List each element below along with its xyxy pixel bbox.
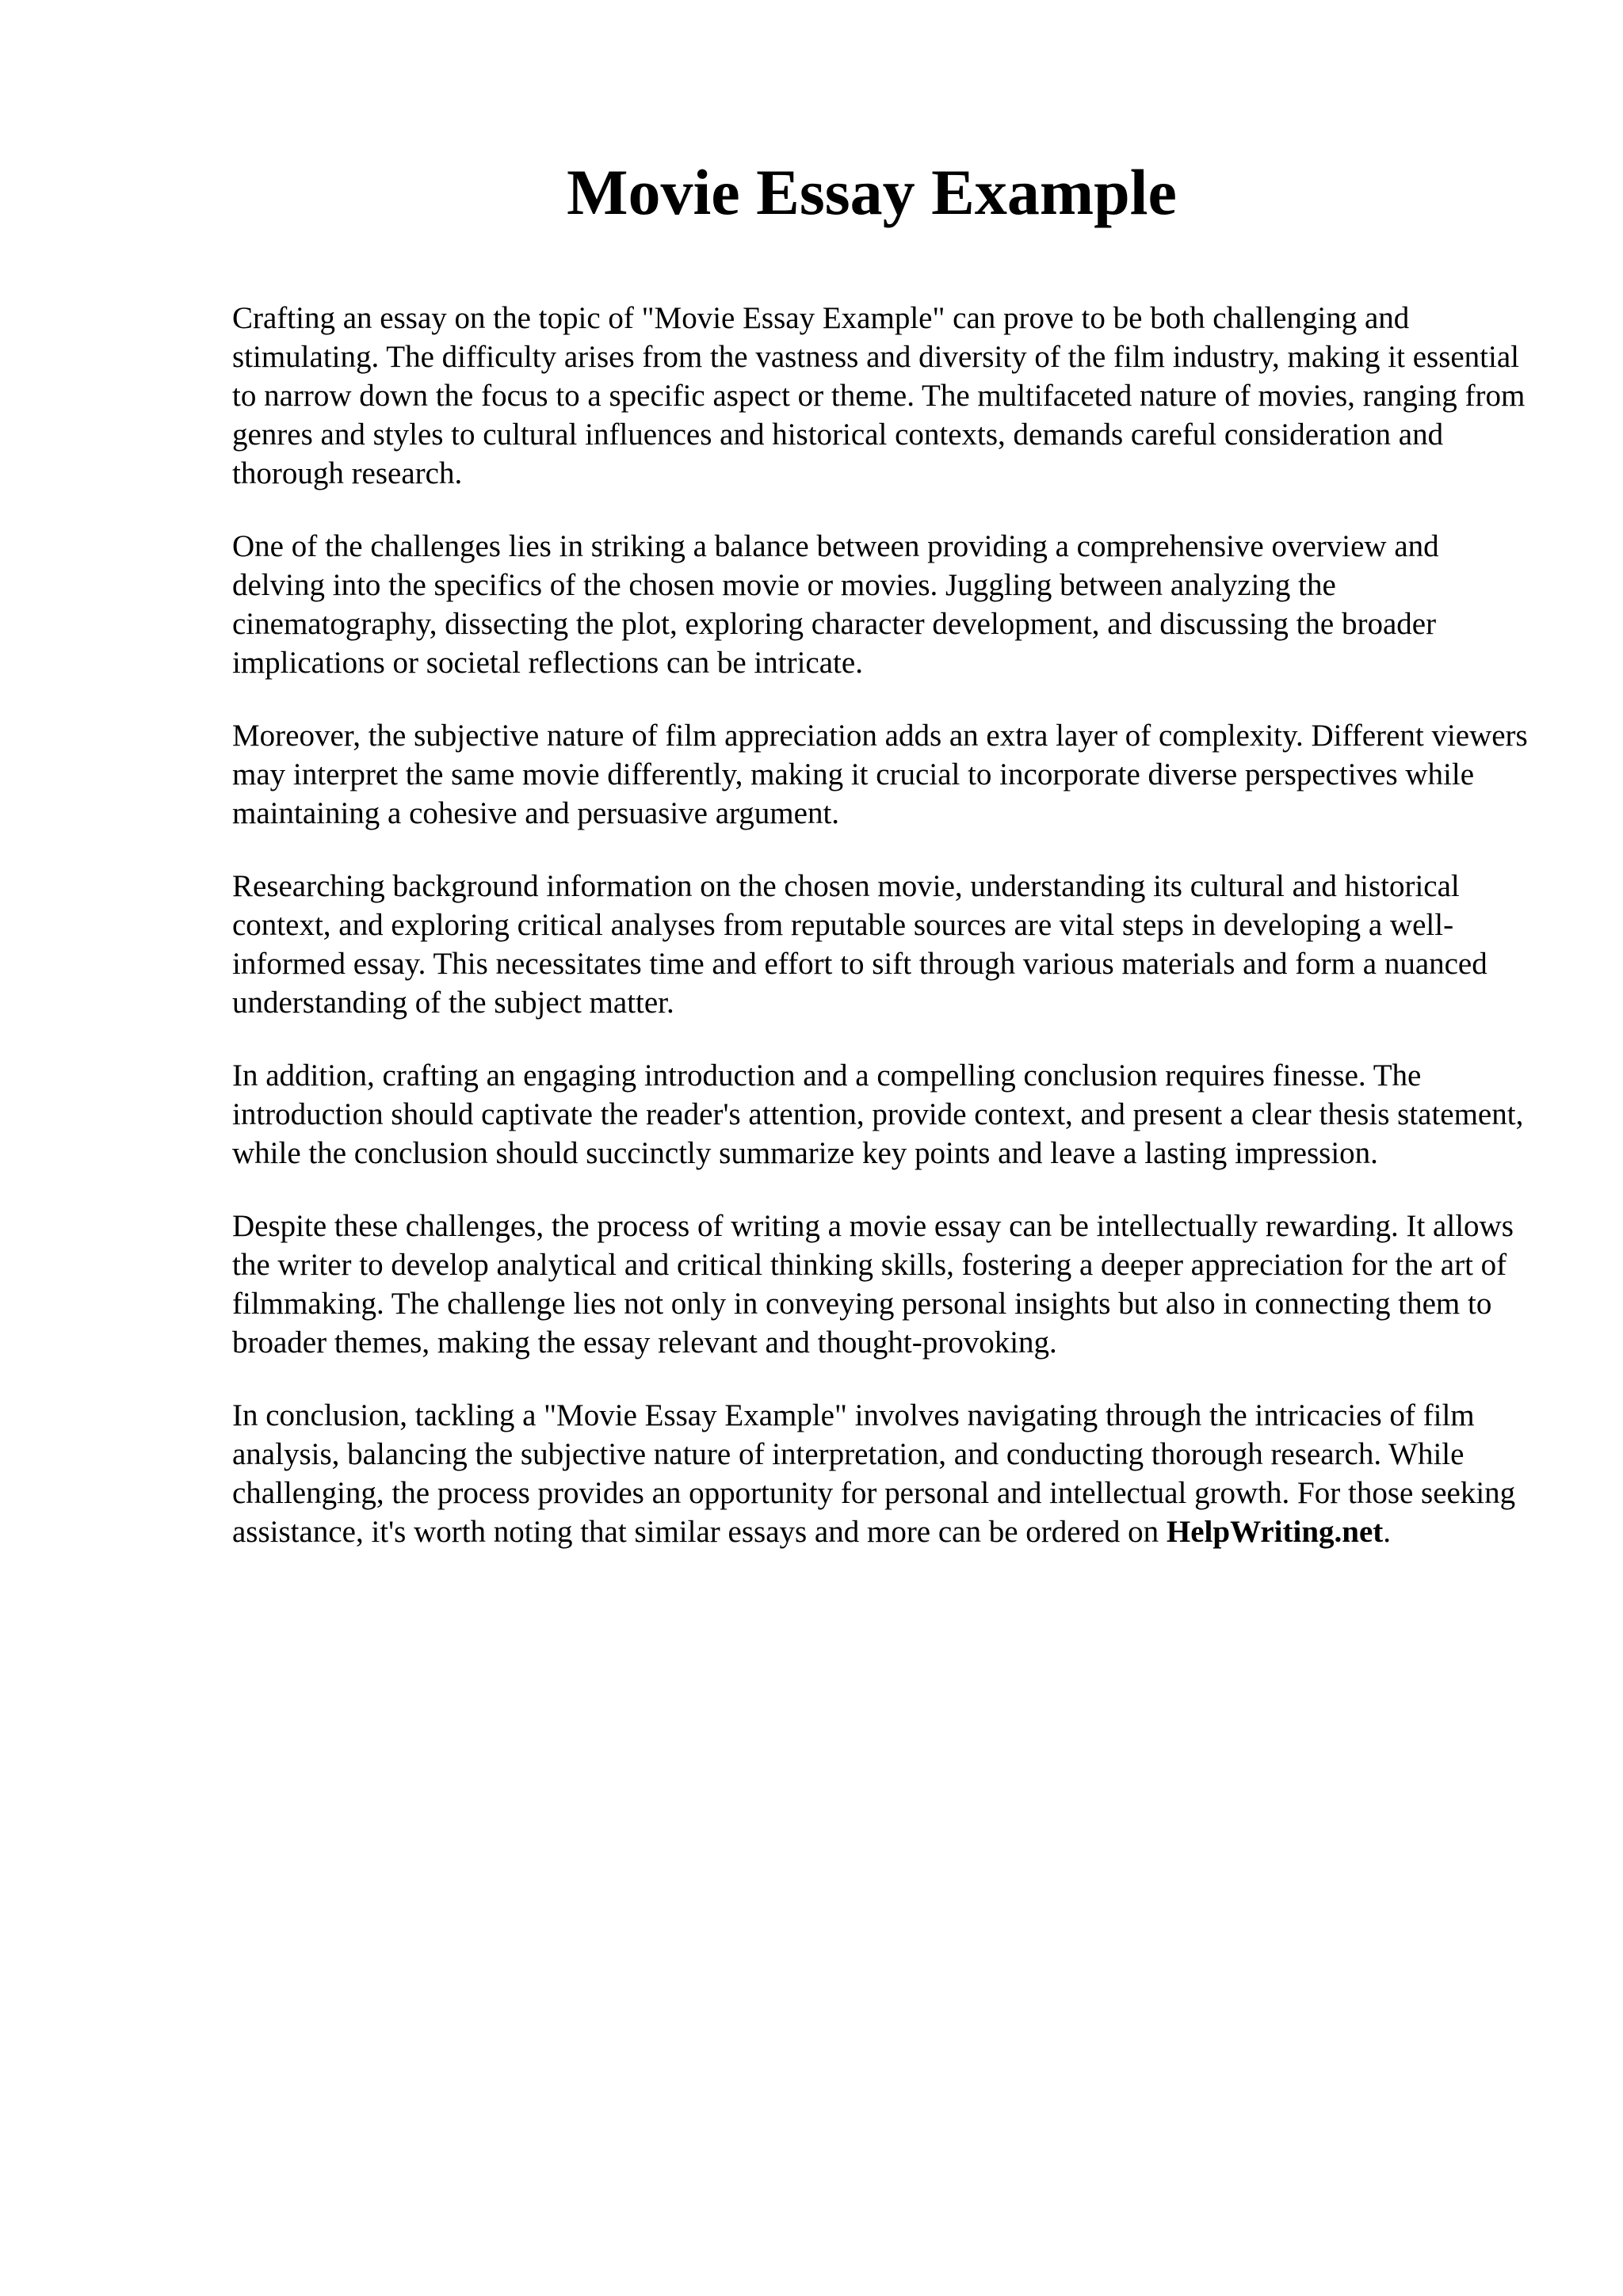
paragraph-2: One of the challenges lies in striking a balance between providing a comprehensive overview and delving into the specifics of the chosen movie or movies. Juggling between analyzing the cinematography, dissecting the plot, exploring character development, and discussing the broader implications or societal reflections can be intricate. bbox=[232, 529, 1439, 680]
paragraph-6: Despite these challenges, the process of writing a movie essay can be intellectually rewarding. It allows the writer to develop analytical and critical thinking skills, fostering a deeper appreciation for the art of filmmaking. The challenge lies not only in conveying personal insights but also in connecting them to broader themes, making the essay relevant and thought-provoking. bbox=[232, 1209, 1514, 1360]
paragraph-3: Moreover, the subjective nature of film appreciation adds an extra layer of complexity. Different viewers may interpret the same movie differently, making it crucial to incorporate diverse perspectives while maintaining a cohesive and persuasive argument. bbox=[232, 719, 1528, 830]
paragraph-5: In addition, crafting an engaging introduction and a compelling conclusion requires finesse. The introduction should captivate the reader's attention, provide context, and present a clear thesis statement, while the conclusion should succinctly summarize key points and leave a lasting impression. bbox=[232, 1058, 1524, 1170]
conclusion-text: In conclusion, tackling a "Movie Essay Example" involves navigating through the intricacies of film analysis, balancing the subjective nature of interpretation, and conducting thorough research. While challenging, the process provides an opportunity for personal and intellectual growth. For those seeking assistance, it's worth noting that similar essays and more can be ordered on bbox=[232, 1398, 1516, 1549]
helpwriting-link[interactable]: HelpWriting.net bbox=[1166, 1515, 1384, 1549]
essay-body bbox=[232, 299, 1532, 1585]
paragraph-4: Researching background information on the chosen movie, understanding its cultural and historical context, and exploring critical analyses from reputable sources are vital steps in developing a well-informed essay. This necessitates time and effort to sift through various materials and form a nuanced understanding of the subject matter. bbox=[232, 869, 1487, 1020]
conclusion-paragraph bbox=[232, 1396, 1532, 1551]
conclusion-end: . bbox=[1383, 1515, 1392, 1549]
paragraph-1: Crafting an essay on the topic of "Movie Essay Example" can prove to be both challenging and stimulating. The difficulty arises from the vastness and diversity of the film industry, making it essential to narrow down the focus to a specific aspect or theme. The multifaceted nature of movies, ranging from genres and styles to cultural influences and historical contexts, demands careful consideration and thorough research. bbox=[232, 301, 1526, 490]
page-title: Movie Essay Example bbox=[567, 156, 1177, 228]
